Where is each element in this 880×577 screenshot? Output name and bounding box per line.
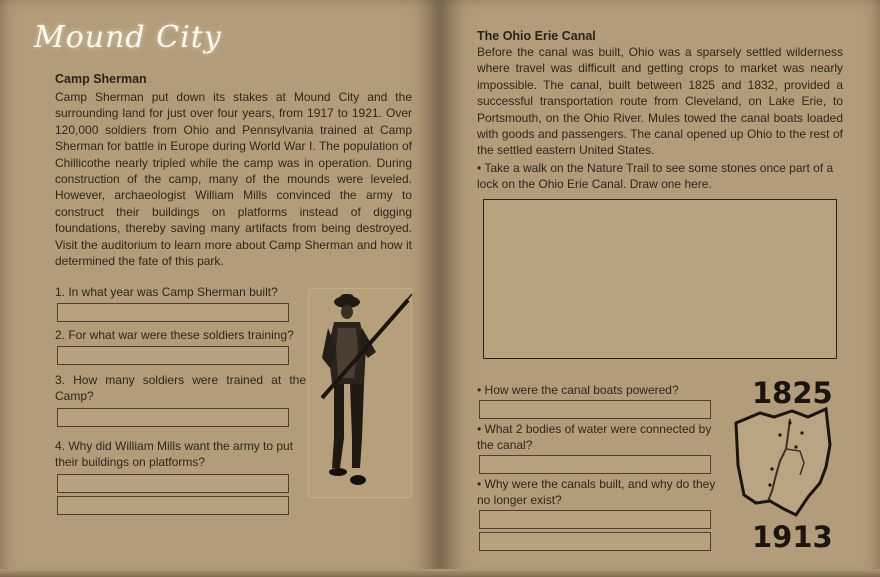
- question-2: 2. For what war were these soldiers training?: [55, 328, 294, 342]
- canal-question-1: • How were the canal boats powered?: [477, 383, 679, 397]
- canal-answer-box-3b[interactable]: [479, 532, 711, 551]
- canal-answer-box-1[interactable]: [479, 400, 711, 419]
- page-edge-bottom: [0, 569, 880, 577]
- ohio-erie-canal-heading: The Ohio Erie Canal: [477, 29, 596, 43]
- canal-answer-box-2[interactable]: [479, 455, 711, 474]
- mound-city-title: Mound City: [34, 20, 222, 55]
- camp-sherman-paragraph: Camp Sherman put down its stakes at Mound City and the surrounding land for just over four years, from 1917 to 1921. Over 120,000 soldiers from Ohio and Pennsylvania trained at Camp Sherman for battle in Europe during World War I. The population of Chillicothe nearly tripled while the camp was in operation. During construction of the camp, many of the mounds were leveled. However, archaeologist William Mills convinced the army to construct their buildings on platforms instead of digging foundations, thereby saving many artifacts from being destroyed. Visit the auditorium to learn more about Camp Sherman and how it determined the fate of this park.: [55, 90, 412, 269]
- answer-box-2[interactable]: [57, 346, 289, 365]
- answer-box-4a[interactable]: [57, 474, 289, 493]
- question-1: 1. In what year was Camp Sherman built?: [55, 285, 278, 299]
- drawing-box[interactable]: [483, 199, 837, 359]
- canal-question-3: • Why were the canals built, and why do they no longer exist?: [477, 477, 716, 508]
- soldier-illustration: [308, 288, 412, 498]
- answer-box-1[interactable]: [57, 303, 289, 322]
- canal-question-2: • What 2 bodies of water were connected by the canal?: [477, 422, 712, 453]
- ohio-map-icon: [730, 405, 834, 521]
- canal-answer-box-3a[interactable]: [479, 510, 711, 529]
- left-page: [0, 0, 438, 577]
- draw-instruction: • Take a walk on the Nature Trail to see some stones once part of a lock on the Ohio Erie Canal. Draw one here.: [477, 161, 834, 192]
- question-4: 4. Why did William Mills want the army to put their buildings on platforms?: [55, 439, 294, 470]
- answer-box-4b[interactable]: [57, 496, 289, 515]
- question-3: 3. How many soldiers were trained at the Camp?: [55, 373, 306, 404]
- camp-sherman-heading: Camp Sherman: [55, 72, 147, 86]
- answer-box-3[interactable]: [57, 408, 289, 427]
- year-1825: 1825: [752, 376, 833, 410]
- year-1913: 1913: [752, 520, 833, 554]
- canal-paragraph: Before the canal was built, Ohio was a sparsely settled wilderness where travel was difficult and getting crops to market was nearly impossible. The canal, built between 1825 and 1832, provided a successful transportation route from Cleveland, on Lake Erie, to Portsmouth, on the Ohio River. Mules towed the canal boats loaded with goods and passengers. The canal opened up Ohio to the rest of the settled eastern United States.: [477, 45, 843, 158]
